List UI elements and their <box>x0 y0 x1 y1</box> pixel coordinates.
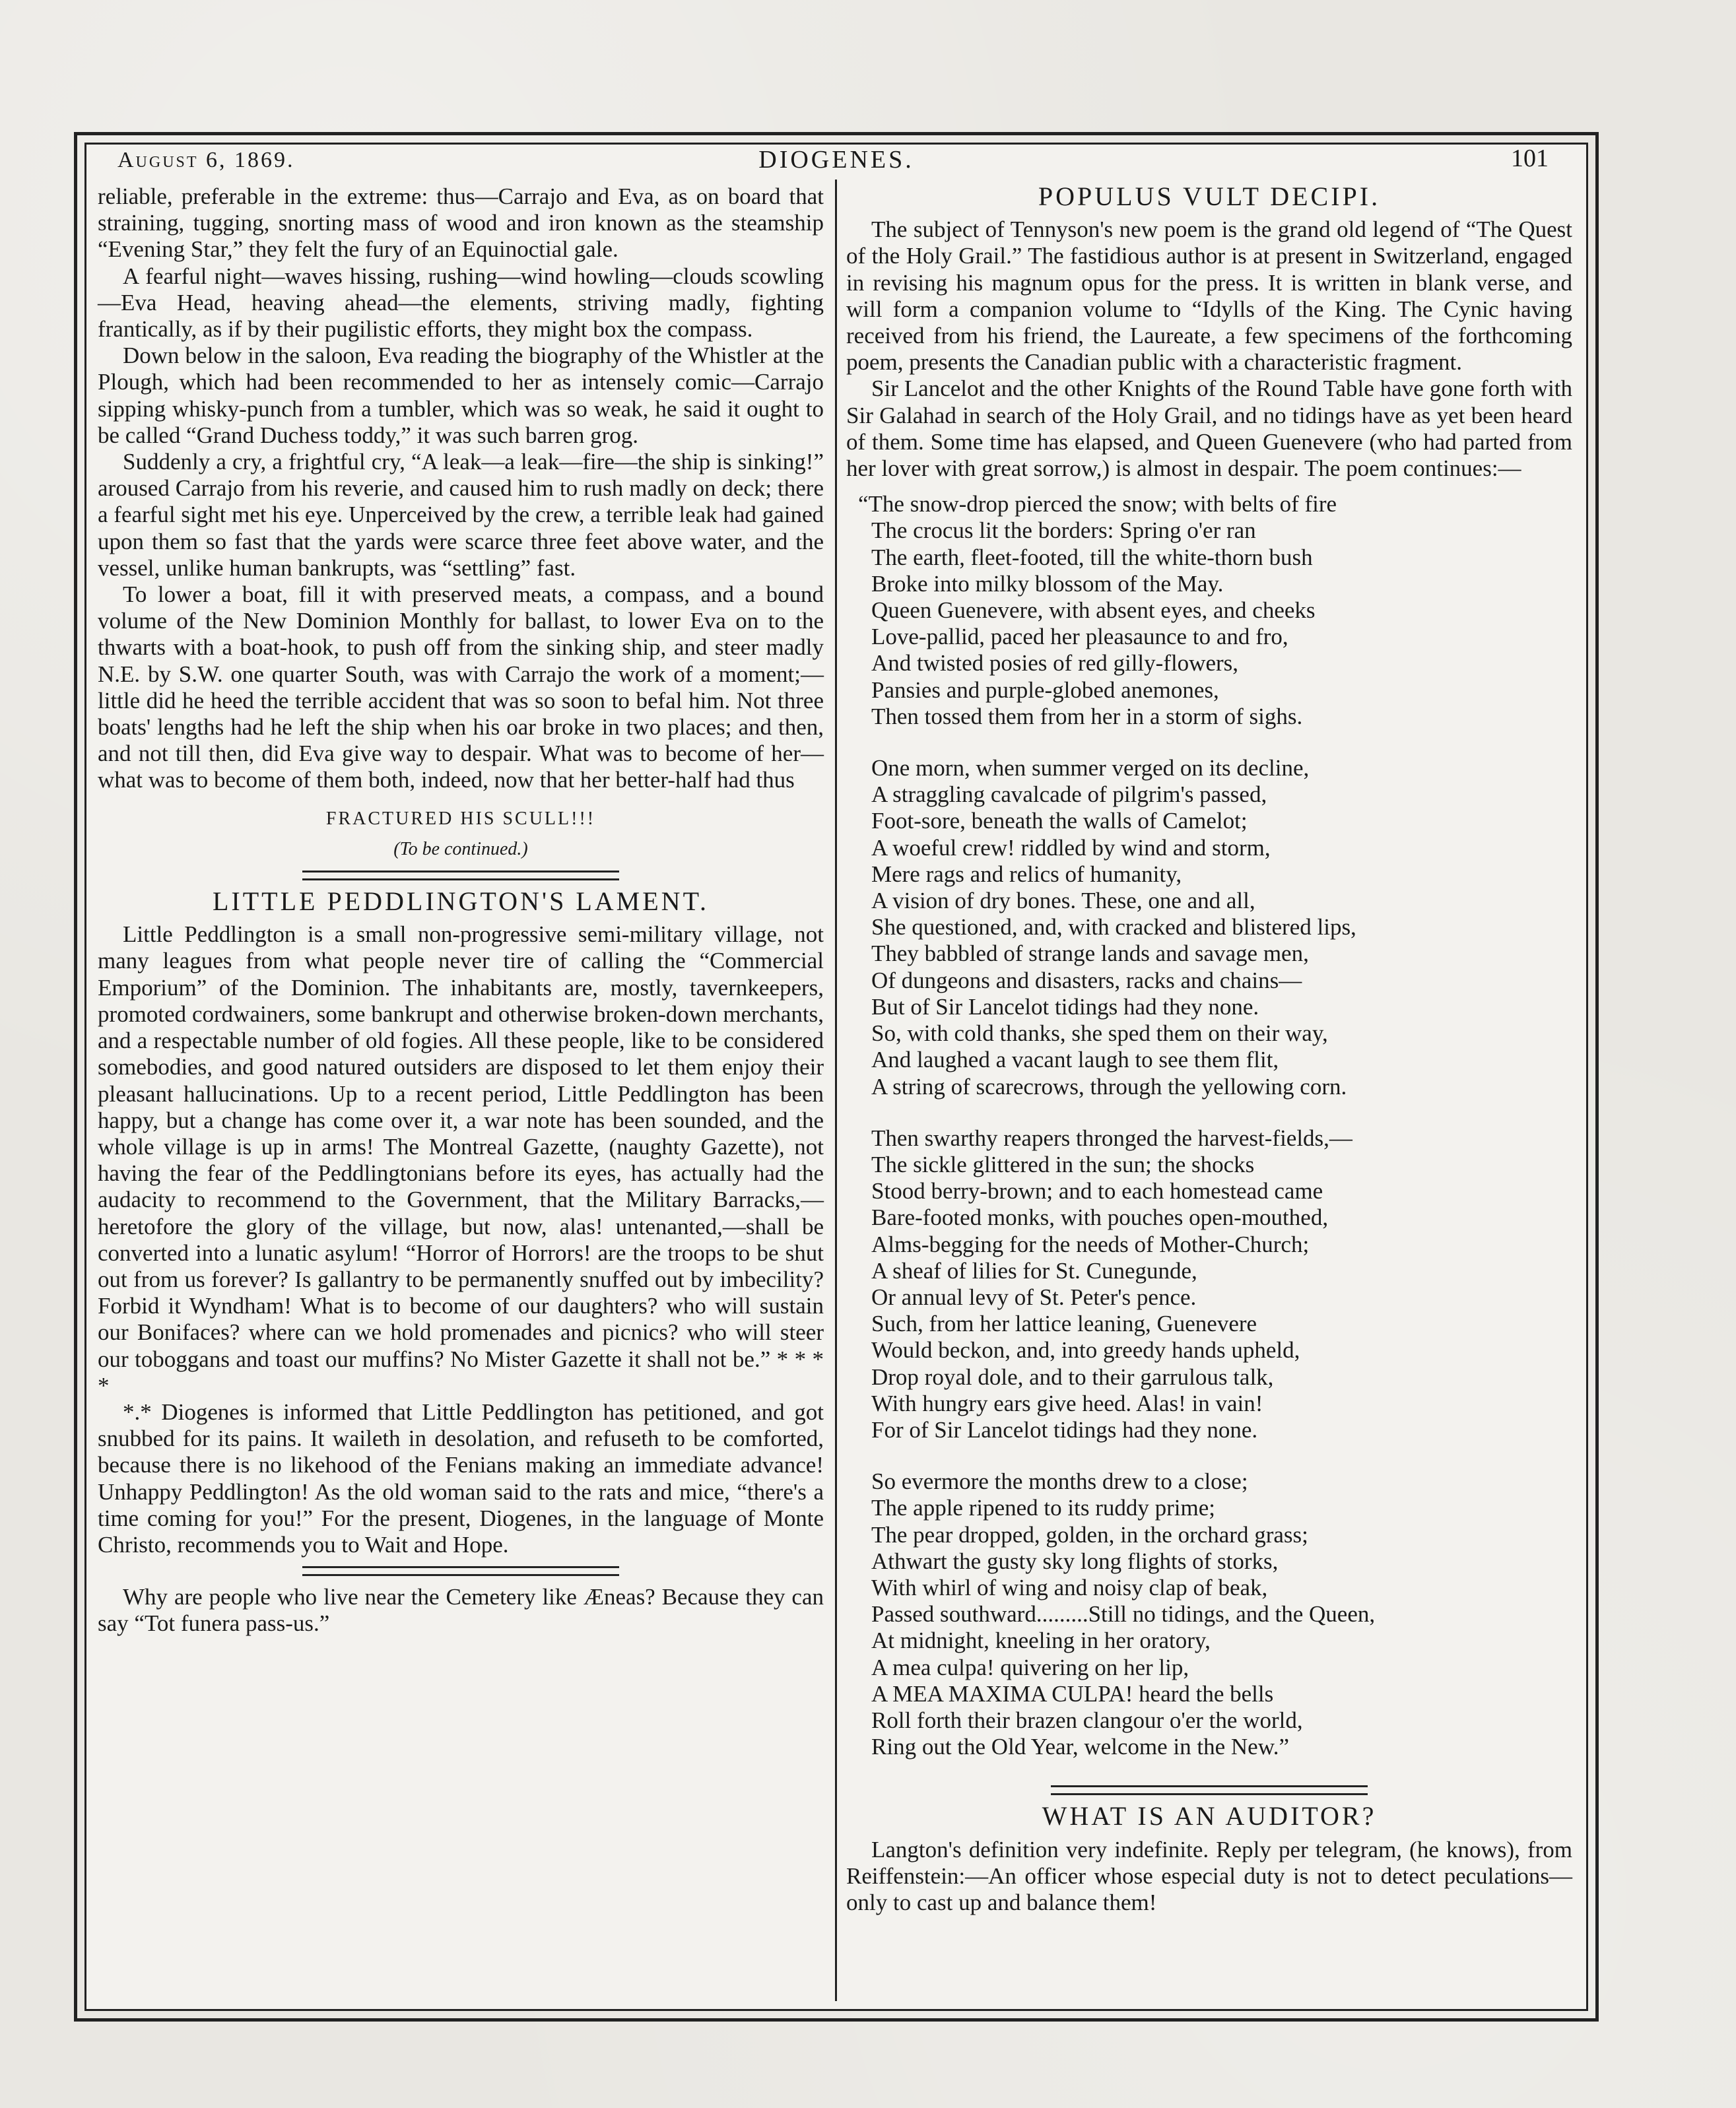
poem-line: Queen Guenevere, with absent eyes, and cheeks <box>871 597 1316 624</box>
poem-line: At midnight, kneeling in her oratory, <box>871 1628 1211 1654</box>
story-paragraph: Down below in the saloon, Eva reading the biography of the Whistler at the Plough, which had been recommended to her as intensely comic—Carrajo sipping whisky-punch from a tumbler, which was so weak, he said it ought to be called “Grand Duchess toddy,” it was such barren grog. <box>98 343 824 448</box>
poem-line: Or annual levy of St. Peter's pence. <box>871 1284 1197 1310</box>
auditor-heading: WHAT IS AN AUDITOR? <box>1042 1801 1377 1831</box>
poem-line: And twisted posies of red gilly-flowers, <box>871 650 1239 676</box>
section-rule <box>302 1566 619 1576</box>
poem-line: Love-pallid, paced her pleasaunce to and fro, <box>871 624 1288 650</box>
lament-paragraph: *.* Diogenes is informed that Little Peddlington has petitioned, and got snubbed for its pains. It waileth in desolation, and refuseth to be comforted, because there is no likehood of the Fenians making an immediate advance! Unhappy Peddlington! As the old woman said to the rats and mice, “there's a time coming for you!” For the present, Diogenes, in the language of Monte Christo, recommends you to Wait and Hope. <box>98 1399 824 1558</box>
poem-line: A sheaf of lilies for St. Cunegunde, <box>871 1257 1197 1284</box>
auditor-paragraph: Langton's definition very indefinite. Reply per telegram, (he knows), from Reiffenstein:—An officer whose especial duty is not to detect peculations—only to cast up and balance them! <box>846 1836 1572 1915</box>
poem-line: Athwart the gusty sky long flights of storks, <box>871 1548 1279 1574</box>
poem-line: Alms-begging for the needs of Mother-Church; <box>871 1231 1310 1257</box>
masthead-title: DIOGENES. <box>758 146 914 174</box>
poem-line: Passed southward.........Still no tidings, and the Queen, <box>871 1601 1376 1628</box>
story-paragraph: Suddenly a cry, a frightful cry, “A leak—a leak—fire—the ship is sinking!” aroused Carrajo from his reverie, and caused him to rush madly on deck; there a fearful sight met his eye. Unperceived by the crew, a terrible leak had gained upon them so fast that the yards were scarce three feet above water, and the vessel, unlike human bankrupts, was “settling” fast. <box>98 449 824 581</box>
poem-line: Of dungeons and disasters, racks and chains— <box>871 967 1302 993</box>
poem-line: A MEA MAXIMA CULPA! heard the bells <box>871 1680 1274 1707</box>
populus-paragraph: The subject of Tennyson's new poem is the grand old legend of “The Quest of the Holy Grail.” The fastidious author is at present in Switzerland, engaged in revising his magnum opus for the press. It is written in blank verse, and will form a companion volume to “Idylls of the King. The Cynic having received from his friend, the Laureate, a few specimens of the forthcoming poem, presents the Canadian public with a characteristic fragment. <box>846 216 1572 376</box>
poem-line: Broke into milky blossom of the May. <box>871 570 1224 597</box>
poem-line: One morn, when summer verged on its decline, <box>871 755 1310 781</box>
populus-paragraph: Sir Lancelot and the other Knights of the Round Table have gone forth with Sir Galahad in search of the Holy Grail, and no tidings have as yet been heard of them. Some time has elapsed, and Queen Guenevere (who had parted from her lover with great sorrow,) is almost in despair. The poem continues:— <box>846 376 1572 482</box>
poem-line: Pansies and purple-globed anemones, <box>871 676 1219 703</box>
poem-line: A vision of dry bones. These, one and all, <box>871 888 1255 914</box>
poem-stanza <box>846 1468 1572 1760</box>
poem-line: Foot-sore, beneath the walls of Camelot; <box>871 808 1248 834</box>
poem-line: And laughed a vacant laugh to see them flit, <box>871 1047 1279 1073</box>
poem-line: For of Sir Lancelot tidings had they none. <box>871 1416 1258 1443</box>
lament-paragraph: Little Peddlington is a small non-progressive semi-military village, not many leagues from what people never tire of calling the “Commercial Emporium” of the Dominion. The inhabitants are, mostly, tavernkeepers, promoted cordwainers, some bankrupt and otherwise broken-down merchants, and a respectable number of old fogies. All these people, like to be considered somebodies, and good natured outsiders are disposed to let them enjoy their pleasant hallucinations. Up to a recent period, Little Peddlington has been happy, but a change has come over it, a war note has been sounded, and the whole village is up in arms! The Montreal Gazette, (naughty Gazette), not having the fear of the Peddlingtonians before its eyes, has actually had the audacity to recommend to the Government, that the Military Barracks,—heretofore the glory of the village, but now, alas! untenanted,—shall be converted into a lunatic asylum! “Horror of Horrors! are the troops to be shut out from us forever? Is gallantry to be permanently snuffed out by imbecility? Forbid it Wyndham! What is to become of our daughters? who will sustain our Bonifaces? where can we hold promenades and picnics? who will steer our toboggans and toast our muffins? No Mister Gazette it shall not be.” * * * * <box>98 921 824 1399</box>
poem-line: The apple ripened to its ruddy prime; <box>871 1495 1215 1521</box>
poem-line: Would beckon, and, into greedy hands upheld, <box>871 1337 1300 1364</box>
poem-stanza <box>846 1125 1572 1443</box>
story-climax: FRACTURED HIS SCULL!!! <box>325 808 596 829</box>
poem-line: But of Sir Lancelot tidings had they none. <box>871 993 1259 1020</box>
poem-line: She questioned, and, with cracked and blistered lips, <box>871 914 1356 940</box>
poem-line: “The snow-drop pierced the snow; with belts of fire <box>858 491 1337 517</box>
poem-line: The earth, fleet-footed, till the white-thorn bush <box>871 544 1313 570</box>
page-header <box>84 143 1588 180</box>
poem-line: Then tossed them from her in a storm of sighs. <box>871 703 1303 729</box>
poem-line: Roll forth their brazen clangour o'er the world, <box>871 1707 1303 1733</box>
poem-line: A woeful crew! riddled by wind and storm, <box>871 834 1271 861</box>
poem-line: Bare-footed monks, with pouches open-mouthed, <box>871 1204 1329 1231</box>
poem-line: Then swarthy reapers thronged the harvest-fields,— <box>871 1125 1352 1151</box>
column-divider <box>835 180 837 2001</box>
poem-line: Stood berry-brown; and to each homestead came <box>871 1178 1323 1204</box>
poem-line: Such, from her lattice leaning, Guenevere <box>871 1311 1257 1337</box>
poem-line: With whirl of wing and noisy clap of beak, <box>871 1574 1268 1600</box>
poem-stanza <box>846 491 1572 730</box>
poem-line: So evermore the months drew to a close; <box>871 1468 1248 1495</box>
poem-line: With hungry ears give heed. Alas! in vain! <box>871 1390 1263 1416</box>
poem-stanza <box>846 755 1572 1100</box>
poem-line: They babbled of strange lands and savage men, <box>871 940 1309 967</box>
populus-heading: POPULUS VULT DECIPI. <box>1038 181 1381 211</box>
poem-line: A string of scarecrows, through the yellowing corn. <box>871 1073 1347 1100</box>
poem-line: Ring out the Old Year, welcome in the New.” <box>871 1734 1290 1760</box>
riddle-paragraph: Why are people who live near the Cemetery like Æneas? Because they can say “Tot funera pass-us.” <box>98 1584 824 1637</box>
issue-date: August 6, 1869. <box>117 148 295 172</box>
poem-line: The sickle glittered in the sun; the shocks <box>871 1151 1255 1177</box>
right-column <box>846 183 1572 1916</box>
left-column <box>98 183 824 1637</box>
poem-line: A straggling cavalcade of pilgrim's passed, <box>871 781 1267 808</box>
section-rule <box>302 871 619 880</box>
poem-line: The pear dropped, golden, in the orchard grass; <box>871 1521 1308 1548</box>
poem-line: Mere rags and relics of humanity, <box>871 861 1182 887</box>
page-number: 101 <box>1511 145 1549 172</box>
poem-line: A mea culpa! quivering on her lip, <box>871 1654 1189 1680</box>
to-be-continued: (To be continued.) <box>393 838 528 859</box>
poem <box>846 491 1572 1760</box>
story-paragraph: To lower a boat, fill it with preserved meats, a compass, and a bound volume of the New Dominion Monthly for ballast, to lower Eva on to the thwarts with a boat-hook, to push off from the sinking ship, and steer madly N.E. by S.W. one quarter South, was with Carrajo the work of a moment;—little did he heed the terrible accident that was so soon to befal him. Not three boats' lengths had he left the ship when his oar broke in two places; and then, and not till then, did Eva give way to despair. What was to become of her—what was to become of them both, indeed, now that her better-half had thus <box>98 581 824 793</box>
section-rule <box>1051 1785 1368 1795</box>
lament-heading: LITTLE PEDDLINGTON'S LAMENT. <box>212 886 710 917</box>
poem-line: Drop royal dole, and to their garrulous talk, <box>871 1364 1274 1390</box>
poem-line: The crocus lit the borders: Spring o'er ran <box>871 517 1256 544</box>
poem-line: So, with cold thanks, she sped them on their way, <box>871 1020 1328 1047</box>
story-paragraph: reliable, preferable in the extreme: thus—Carrajo and Eva, as on board that straining, tugging, snorting mass of wood and iron known as the steamship “Evening Star,” they felt the fury of an Equinoctial gale. <box>98 183 824 263</box>
story-paragraph: A fearful night—waves hissing, rushing—wind howling—clouds scowling—Eva Head, heaving ahead—the elements, striving madly, fighting frantically, as if by their pugilistic efforts, they might box the compass. <box>98 263 824 343</box>
